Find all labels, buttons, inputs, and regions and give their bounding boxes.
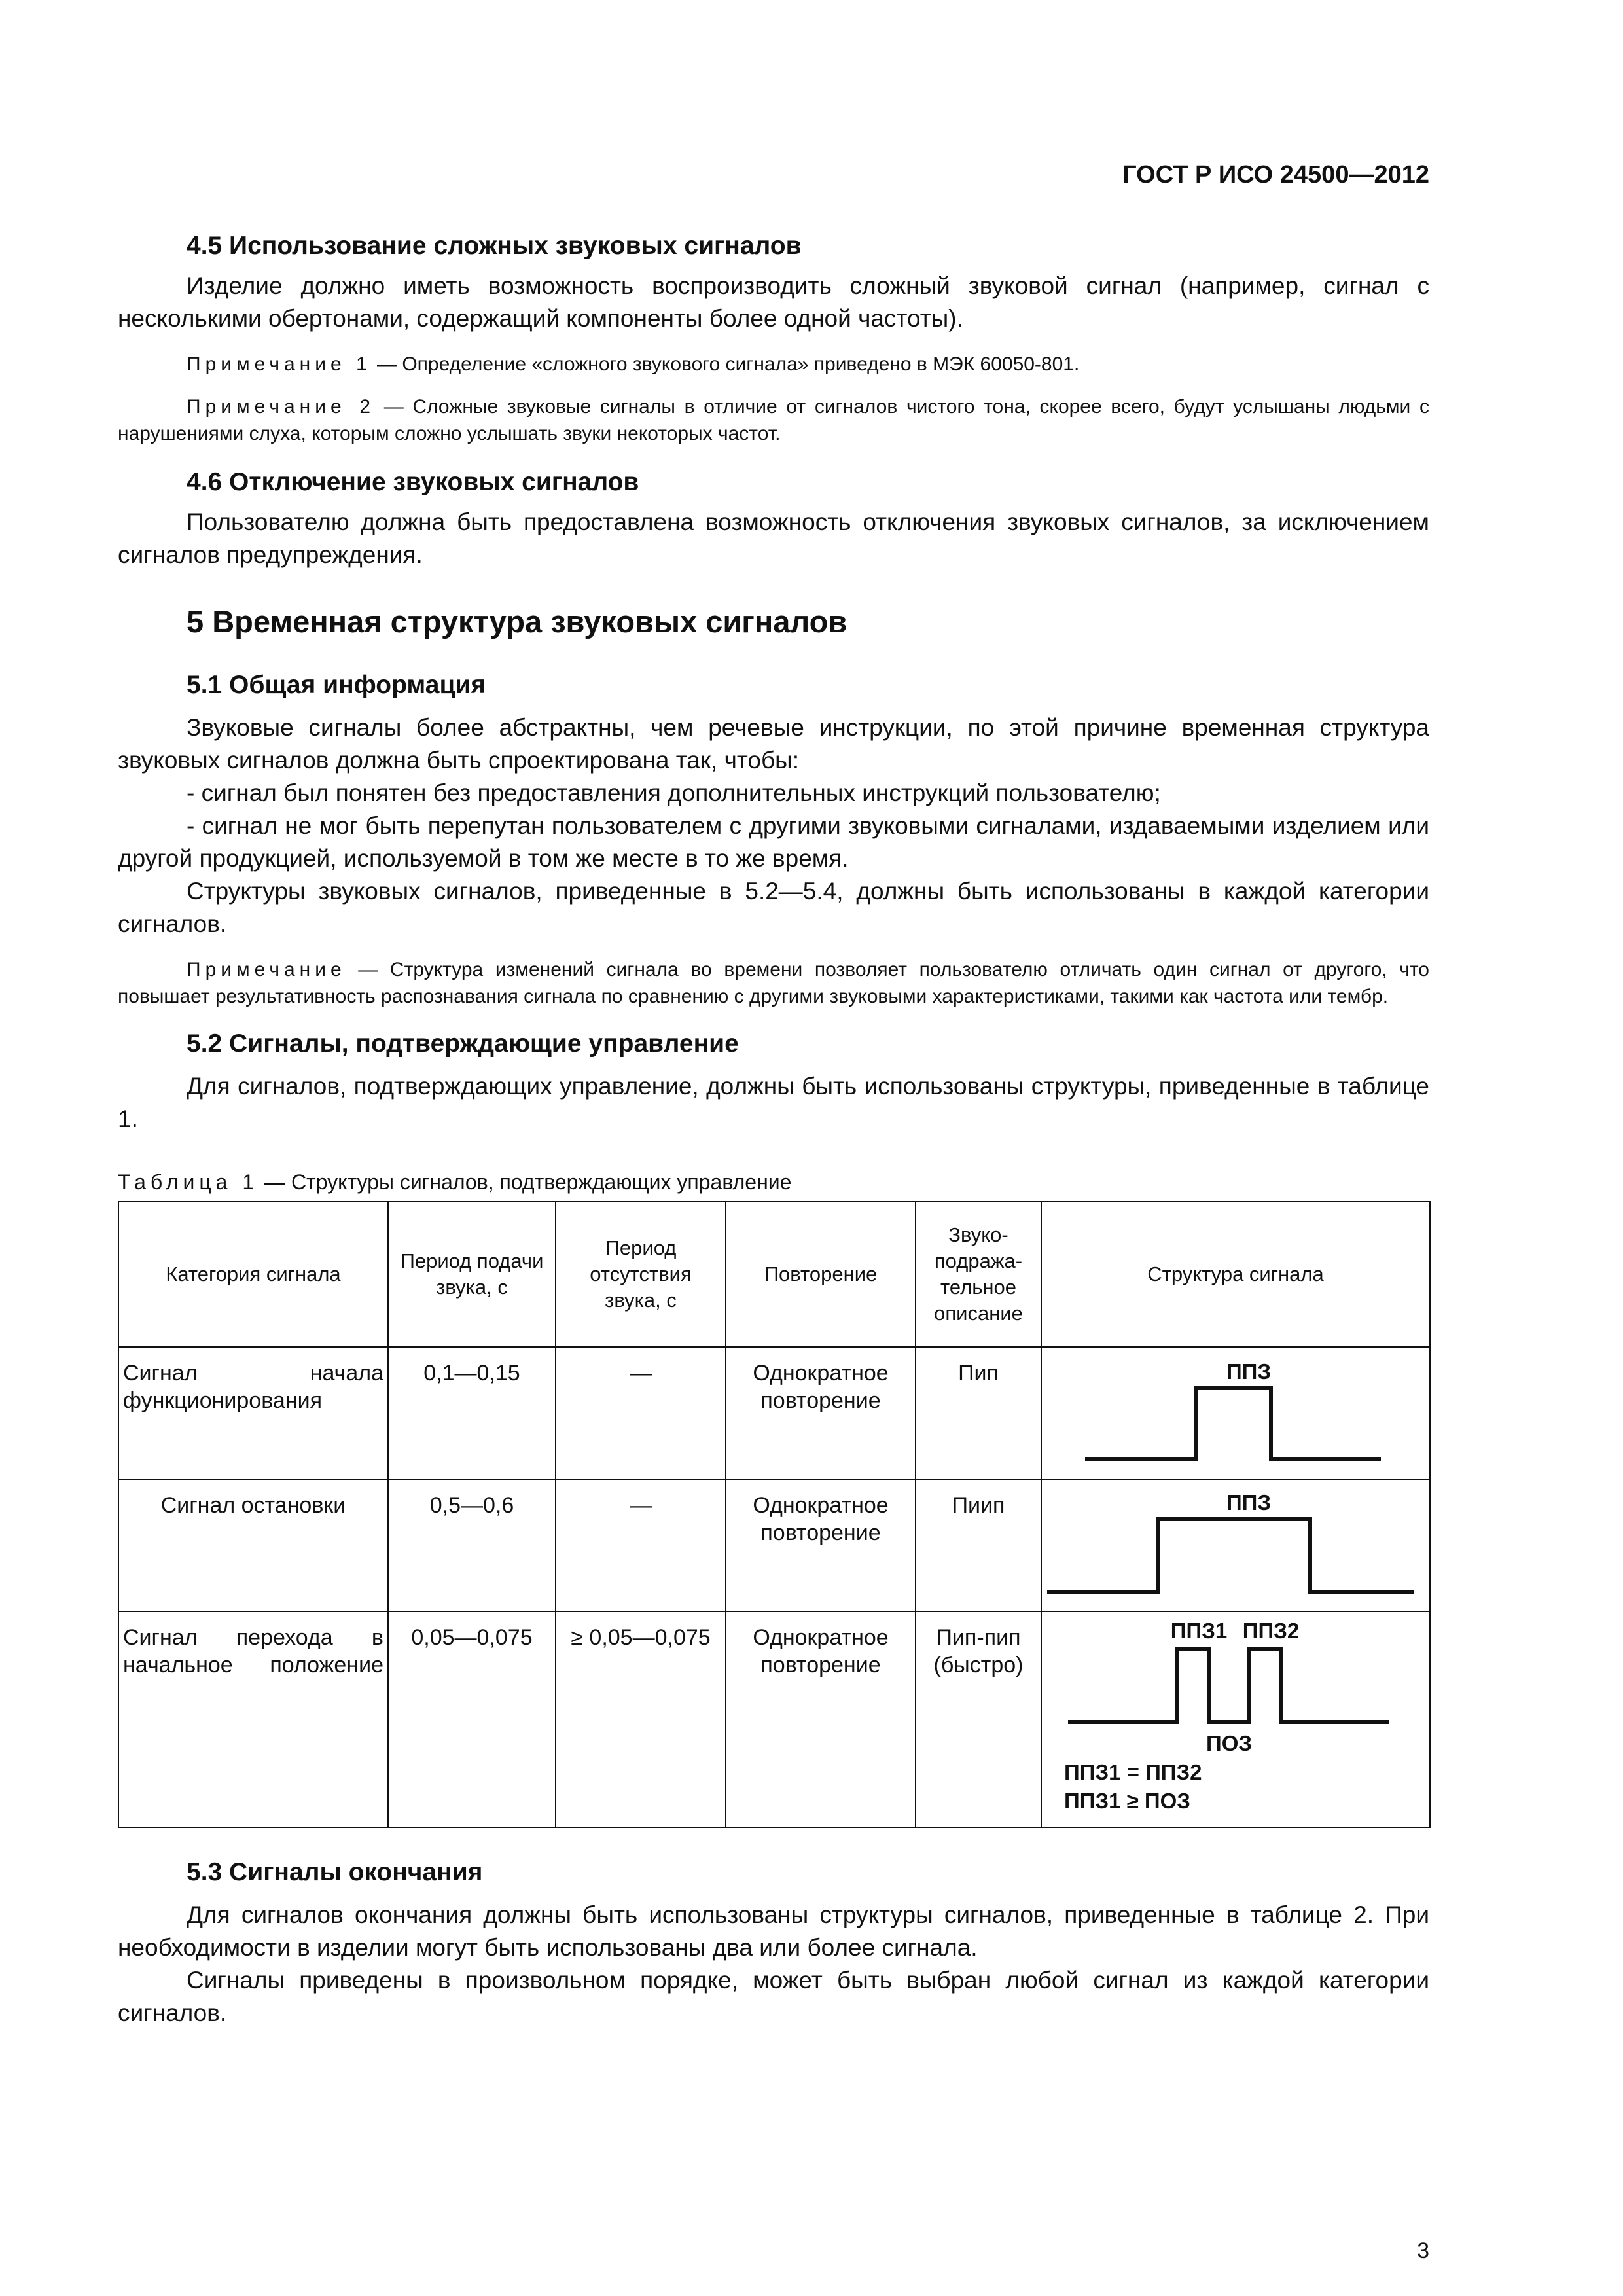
table-row [118, 1347, 1430, 1479]
heading-4-5: 4.5 Использование сложных звуковых сигналов [187, 232, 802, 260]
signal-diagram-start [1042, 1348, 1431, 1472]
cell-repetition: Однократное повторение [726, 1347, 916, 1479]
document-page [118, 0, 1429, 2296]
table-row [118, 1479, 1430, 1611]
label-ppz1: ППЗ1 [1170, 1619, 1228, 1643]
cell-repetition: Однократное повторение [726, 1611, 916, 1827]
document-header-id: ГОСТ Р ИСО 24500—2012 [1122, 161, 1429, 188]
table-row [118, 1611, 1430, 1827]
signal-diagram-stop [1042, 1480, 1431, 1604]
cell-structure [1041, 1479, 1430, 1611]
cell-on-period: 0,1—0,15 [388, 1347, 556, 1479]
note-label: Примечание 1 [187, 353, 372, 375]
label-ppz2: ППЗ2 [1242, 1619, 1300, 1643]
cell-off-period: — [556, 1347, 726, 1479]
paragraph-5-1-intro: Звуковые сигналы более абстрактны, чем речевые инструкции, по этой причине временная структура звуковых сигналов должна быть спроектирована так, чтобы: [118, 714, 1429, 774]
note-text: — Сложные звуковые сигналы в отличие от сигналов чистого тона, скорее всего, будут услышаны людьми с нарушениями слуха, которым сложно услышать звуки некоторых частот. [118, 396, 1429, 444]
paragraph-5-1-structures: Структуры звуковых сигналов, приведенные в 5.2—5.4, должны быть использованы в каждой категории сигналов. [118, 878, 1429, 937]
header-category: Категория сигнала [118, 1202, 388, 1347]
heading-5-1: 5.1 Общая информация [187, 671, 486, 699]
cell-structure [1041, 1347, 1430, 1479]
label-ppz: ППЗ [1226, 1490, 1272, 1515]
header-repetition: Повторение [726, 1202, 916, 1347]
cell-repetition: Однократное повторение [726, 1479, 916, 1611]
paragraph-4-6: Пользователю должна быть предоставлена возможность отключения звуковых сигналов, за исключением сигналов предупреждения. [118, 509, 1429, 568]
cell-onomatopoeia: Пиип [916, 1479, 1041, 1611]
signal-waveform [1085, 1388, 1381, 1459]
signal-waveform [1068, 1649, 1389, 1722]
caption-label: Таблица 1 [118, 1170, 259, 1194]
cell-category: Сигнал перехода в начальное положение [118, 1611, 388, 1827]
table-1 [118, 1201, 1431, 1828]
cell-onomatopoeia: Пип-пип (быстро) [916, 1611, 1041, 1827]
paragraph-4-5: Изделие должно иметь возможность воспроизводить сложный звуковой сигнал (например, сигнал с несколькими обертонами, содержащий компоненты более одной частоты). [118, 272, 1429, 332]
note-text: — Определение «сложного звукового сигнала» приведено в МЭК 60050-801. [371, 353, 1080, 375]
cell-category: Сигнал начала функционирования [118, 1347, 388, 1479]
signal-diagram-return [1042, 1612, 1431, 1820]
relation-2: ППЗ1 ≥ ПОЗ [1064, 1789, 1190, 1813]
cell-off-period: — [556, 1479, 726, 1611]
heading-5-2: 5.2 Сигналы, подтверждающие управление [187, 1030, 739, 1058]
note-label: Примечание [187, 959, 346, 980]
heading-5: 5 Временная структура звуковых сигналов [187, 604, 847, 639]
cell-off-period: ≥ 0,05—0,075 [556, 1611, 726, 1827]
table-header-row [118, 1202, 1430, 1347]
cell-structure [1041, 1611, 1430, 1827]
document-body [118, 229, 1429, 2030]
list-item-1: - сигнал был понятен без предоставления дополнительных инструкций пользователю; [187, 780, 1161, 806]
cell-on-period: 0,5—0,6 [388, 1479, 556, 1611]
cell-onomatopoeia: Пип [916, 1347, 1041, 1479]
header-structure: Структура сигнала [1041, 1202, 1430, 1347]
cell-on-period: 0,05—0,075 [388, 1611, 556, 1827]
relation-1: ППЗ1 = ППЗ2 [1064, 1760, 1202, 1784]
header-onomatopoeia: Звуко-подража-тельное описание [916, 1202, 1041, 1347]
note-text: — Структура изменений сигнала во времени позволяет пользователю отличать один сигнал от другого, что повышает результативность распознавания сигнала по сравнению с другими звуковыми характеристиками, такими как частота или тембр. [118, 959, 1429, 1007]
paragraph-5-3-1: Для сигналов окончания должны быть использованы структуры сигналов, приведенные в таблице 2. При необходимости в изделии могут быть использованы два или более сигнала. [118, 1901, 1429, 1961]
page-number: 3 [1417, 2238, 1429, 2263]
cell-category: Сигнал остановки [118, 1479, 388, 1611]
note-label: Примечание 2 [187, 396, 376, 418]
label-poz: ПОЗ [1205, 1731, 1253, 1755]
paragraph-5-3-2: Сигналы приведены в произвольном порядке, может быть выбран любой сигнал из каждой категории сигналов. [118, 1967, 1429, 2026]
note-4-5-1 [118, 351, 1429, 378]
header-off-period: Период отсутствия звука, с [556, 1202, 726, 1347]
label-ppz: ППЗ [1226, 1359, 1272, 1384]
heading-5-3: 5.3 Сигналы окончания [187, 1858, 483, 1886]
header-on-period: Период подачи звука, с [388, 1202, 556, 1347]
signal-waveform [1047, 1519, 1414, 1592]
note-4-5-2 [118, 393, 1429, 447]
heading-4-6: 4.6 Отключение звуковых сигналов [187, 468, 639, 496]
note-5-1 [118, 956, 1429, 1010]
list-item-2: - сигнал не мог быть перепутан пользователем с другими звуковыми сигналами, издаваемыми изделием или другой продукцией, используемой в том же месте в то же время. [118, 812, 1429, 872]
table-1-caption [118, 1168, 1429, 1196]
paragraph-5-2: Для сигналов, подтверждающих управление, должны быть использованы структуры, приведенные в таблице 1. [118, 1073, 1429, 1132]
caption-text: — Структуры сигналов, подтверждающих управление [259, 1170, 792, 1194]
